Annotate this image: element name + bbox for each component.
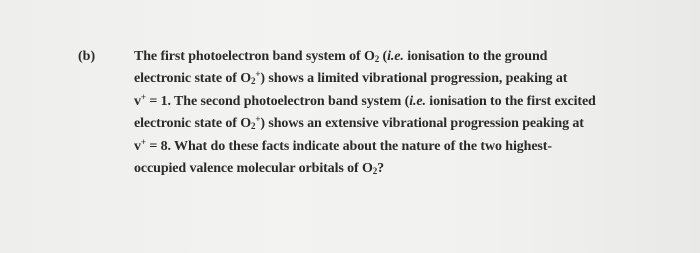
question-line-6: occupied valence molecular orbitals of $O_2$? bbox=[134, 160, 385, 176]
question-text bbox=[134, 46, 678, 180]
question-line-1: The first photoelectron band system of $O_2$ (i.e. ionisation to the ground bbox=[134, 49, 548, 64]
question-label: (b) bbox=[78, 49, 96, 64]
question-line-2: electronic state of $O_2^+$) shows a limited vibrational progression, peaking at bbox=[134, 69, 568, 87]
question-line-4: electronic state of $O_2^+$) shows an extensive vibrational progression peaking at bbox=[134, 114, 584, 132]
question-line-5: v+ = 8. What do these facts indicate about the nature of the two highest- bbox=[134, 136, 552, 154]
question-b bbox=[78, 46, 678, 180]
question-line-3: v+ = 1. The second photoelectron band system (i.e. ionisation to the first excited bbox=[134, 91, 596, 109]
